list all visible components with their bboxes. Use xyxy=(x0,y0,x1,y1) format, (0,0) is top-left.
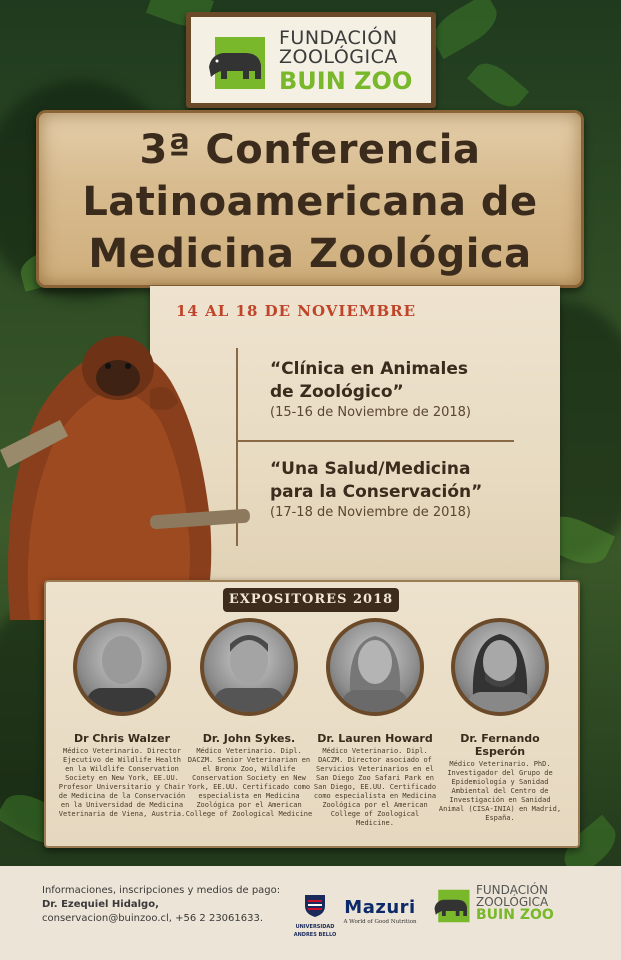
unab-label-1: UNIVERSIDAD xyxy=(295,924,335,930)
contact-details: conservacion@buinzoo.cl, +56 2 23061633. xyxy=(42,913,264,924)
title-line-2: Latinoamericana de xyxy=(82,179,538,225)
logo-line-2: ZOOLÓGICA xyxy=(279,46,398,68)
speaker-card xyxy=(58,618,186,819)
session-1-title-line-2: de Zoológico” xyxy=(270,382,404,402)
mazuri-name: Mazuri xyxy=(344,897,416,918)
speaker-portrait xyxy=(326,618,424,716)
tapir-icon xyxy=(205,33,269,93)
session-1-date: (15-16 de Noviembre de 2018) xyxy=(270,405,471,420)
mazuri-logo xyxy=(340,897,420,925)
session-2-title-line-2: para la Conservación” xyxy=(270,482,483,502)
speaker-bio: Médico Veterinario. PhD. Investigador del Grupo de Epidemiología y Sanidad Ambiental del Centro de Investigación en Sanidad Animal (CISA-INIA) en Madrid, España. xyxy=(438,760,562,822)
horizontal-divider xyxy=(238,440,514,442)
person-icon xyxy=(455,622,545,712)
title-sign xyxy=(36,110,584,288)
person-icon xyxy=(204,622,294,712)
tapir-icon xyxy=(432,886,472,926)
session-2-date: (17-18 de Noviembre de 2018) xyxy=(270,505,471,520)
speakers-heading: EXPOSITORES 2018 xyxy=(223,588,399,612)
session-1 xyxy=(270,358,530,420)
speaker-name-line-1: Dr. Fernando xyxy=(460,732,540,745)
contact-person: Dr. Ezequiel Hidalgo, xyxy=(42,899,159,910)
speaker-bio: Médico Veterinario. Dipl. DACZM. Director asociado of Servicios Veterinarios en el San Diego Zoo Safari Park en San Diego, EE.UU. Certificado como especialista en Medicina Zoológica por el American College of Zoological Medicine. xyxy=(313,747,437,827)
person-icon xyxy=(77,622,167,712)
speaker-name-line-2: Esperón xyxy=(474,745,526,758)
unab-logo xyxy=(292,892,338,938)
footer-foundation-logo xyxy=(432,884,582,928)
title-line-3: Medicina Zoológica xyxy=(88,231,532,277)
speaker-bio: Médico Veterinario. Director Ejecutivo de Wildlife Health en la Wildlife Conservation Society en New York, EE.UU. Profesor Universitario y Chair de Medicina de la Conservación en la Universidad de Medicina Veterinaria de Viena, Austria. xyxy=(58,747,186,818)
contact-heading: Informaciones, inscripciones y medios de pago: xyxy=(42,885,281,896)
mazuri-tagline: A World of Good Nutrition xyxy=(343,919,417,925)
session-2 xyxy=(270,458,530,520)
speaker-portrait xyxy=(73,618,171,716)
contact-info xyxy=(42,884,292,926)
logo-line-1: FUNDACIÓN xyxy=(279,27,398,49)
speaker-name: Dr. John Sykes. xyxy=(202,732,296,745)
university-crest-icon xyxy=(302,892,328,918)
footer-logo-line-3: BUIN ZOO xyxy=(476,907,554,923)
foundation-logo-sign xyxy=(186,12,436,108)
unab-label-2: ANDRES BELLO xyxy=(293,932,337,938)
session-1-title-line-1: “Clínica en Animales xyxy=(270,359,468,379)
event-dates: 14 AL 18 DE NOVIEMBRE xyxy=(176,302,417,320)
person-icon xyxy=(330,622,420,712)
speaker-bio: Médico Veterinario. Dipl. DACZM. Senior Veterinarian en el Bronx Zoo, Wildlife Conservation Society en New York, EE.UU. Certificado como especialista en Medicina Zoológica por el American College of Zoological Medicine xyxy=(185,747,313,818)
speaker-card xyxy=(311,618,439,828)
speaker-portrait xyxy=(200,618,298,716)
session-2-title-line-1: “Una Salud/Medicina xyxy=(270,459,471,479)
footer-logo-line-1: FUNDACIÓN xyxy=(476,883,549,897)
speaker-card xyxy=(185,618,313,819)
speaker-card xyxy=(436,618,564,823)
speaker-portrait xyxy=(451,618,549,716)
logo-line-3: BUIN ZOO xyxy=(279,67,413,95)
speaker-name: Dr Chris Walzer xyxy=(73,732,171,745)
footer-logo-line-2: ZOOLÓGICA xyxy=(476,895,549,909)
orangutan-image xyxy=(0,290,250,620)
speaker-name: Dr. Lauren Howard xyxy=(317,732,433,745)
title-line-1: 3ª Conferencia xyxy=(139,127,481,173)
